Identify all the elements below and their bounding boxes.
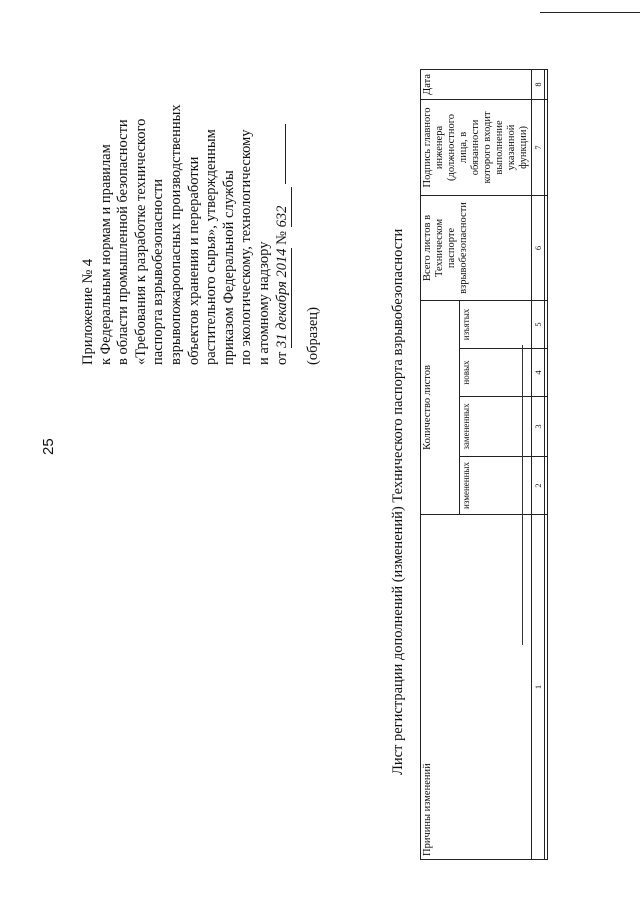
empty-cell bbox=[545, 349, 548, 397]
number-prefix: № bbox=[273, 231, 290, 245]
appendix-line: к Федеральным нормам и правилам bbox=[97, 144, 114, 365]
header-changed: измененных bbox=[460, 457, 532, 515]
order-date-line bbox=[274, 5, 293, 365]
column-number: 6 bbox=[532, 195, 545, 300]
date-prefix: от bbox=[273, 351, 290, 365]
empty-cell bbox=[545, 195, 548, 300]
appendix-line: растительного сырья», утвержденным bbox=[203, 129, 220, 365]
header-signature: Подпись главного инженера (должностного лица, в обязанности которого входит выполнение указанной функции) bbox=[421, 99, 532, 195]
empty-entry-row bbox=[545, 69, 548, 859]
appendix-line: и атомному надзору bbox=[255, 241, 272, 365]
column-number: 2 bbox=[532, 457, 545, 515]
handwritten-number: 632 bbox=[274, 187, 293, 227]
appendix-line: объектов хранения и переработки bbox=[185, 156, 202, 365]
header-removed: изъятых bbox=[460, 300, 532, 348]
appendix-line: в области промышленной безопасности bbox=[115, 119, 132, 365]
header-reasons: Причины изменений bbox=[421, 515, 532, 860]
header-replaced: замененных bbox=[460, 397, 532, 457]
empty-cell bbox=[545, 515, 548, 860]
empty-cell bbox=[545, 69, 548, 99]
appendix-block bbox=[80, 5, 292, 365]
empty-cell bbox=[545, 457, 548, 515]
page-number: 25 bbox=[40, 438, 57, 455]
form-title: Лист регистрации дополнений (изменений) Технического паспорта взрывобезопасности bbox=[390, 228, 406, 775]
appendix-line: приказом Федеральной службы bbox=[220, 170, 237, 365]
date-underline bbox=[285, 124, 286, 184]
column-number: 4 bbox=[532, 349, 545, 397]
column-number: 7 bbox=[532, 99, 545, 195]
empty-cell bbox=[545, 397, 548, 457]
appendix-line: паспорта взрывобезопасности bbox=[150, 178, 167, 365]
column-number: 5 bbox=[532, 300, 545, 348]
header-row-1 bbox=[421, 69, 460, 859]
sample-label: (образец) bbox=[305, 307, 321, 365]
column-number: 3 bbox=[532, 397, 545, 457]
empty-cell bbox=[545, 99, 548, 195]
bottom-separator-line bbox=[522, 345, 523, 645]
column-number: 8 bbox=[532, 69, 545, 99]
column-number: 1 bbox=[532, 515, 545, 860]
empty-cell bbox=[545, 300, 548, 348]
column-number-row bbox=[532, 69, 545, 859]
header-total-sheets: Всего листов в Техническом паспорте взрывобезопасности bbox=[421, 195, 532, 300]
handwritten-date: 31 декабря 2014 bbox=[274, 249, 293, 348]
header-date: Дата bbox=[421, 69, 532, 99]
header-new: новых bbox=[460, 349, 532, 397]
appendix-line: Приложение № 4 bbox=[80, 258, 96, 365]
appendix-line: взрывопожароопасных производственных bbox=[167, 104, 184, 365]
header-sheet-count: Количество листов bbox=[421, 300, 460, 514]
registration-table bbox=[420, 69, 548, 860]
appendix-line: по экологическому, технологическому bbox=[238, 129, 255, 365]
appendix-line: «Требования к разработке технического bbox=[132, 118, 149, 365]
